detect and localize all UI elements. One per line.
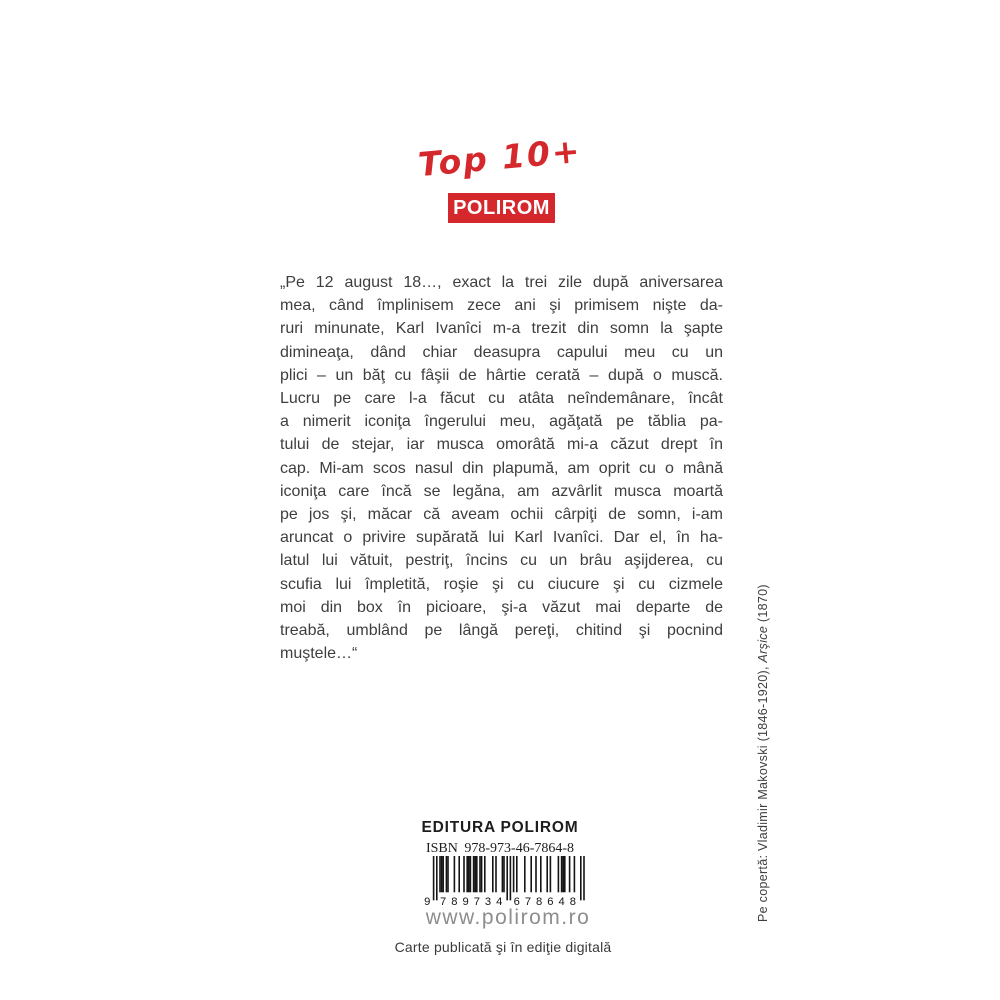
- polirom-logo: [448, 193, 555, 223]
- cover-credit-prefix: Pe copertă: Vladimir Makovski (1846-1920),: [756, 662, 770, 922]
- svg-text:9: 9: [424, 896, 431, 906]
- excerpt-line: Lucru pe care l-a făcut cu atâta neîndemânare, încât: [280, 390, 723, 408]
- top10-logo-text: Top 10+: [416, 130, 584, 185]
- cover-credit-suffix: (1870): [756, 584, 770, 626]
- isbn-label: ISBN 978-973-46-7864-8: [425, 841, 575, 856]
- excerpt-line: ruri minunate, Karl Ivanîci m-a trezit din somn la şapte: [280, 320, 723, 338]
- excerpt-line: muştele…“: [280, 645, 358, 663]
- excerpt-line: tului de stejar, iar musca omorâtă mi-a căzut drept în: [280, 436, 723, 454]
- publisher-name: EDITURA POLIROM: [421, 819, 579, 836]
- polirom-logo-text: POLIROM: [453, 196, 550, 219]
- excerpt-line: latul lui vătuit, pestriţ, încins cu un brâu aşijderea, cu: [280, 552, 723, 570]
- excerpt-line: „Pe 12 august 18…, exact la trei zile după aniversarea: [280, 274, 723, 291]
- excerpt-line: plici – un băţ cu fâşii de hârtie cerată – după o muscă.: [280, 366, 723, 384]
- ean13-barcode: [420, 856, 588, 906]
- excerpt-line: a nimerit iconiţa îngerului meu, agăţată pe tăblia pa-: [280, 413, 723, 431]
- website-url: www.polirom.ro: [425, 906, 591, 929]
- excerpt-line: pe jos şi, măcar că aveam ochii cârpiţi de somn, i-am: [280, 506, 723, 524]
- top10-collection-logo: [0, 130, 1000, 185]
- excerpt-line: treabă, umblând pe lângă pereţi, chitind şi pocnind: [280, 622, 723, 640]
- excerpt-line: iconiţa care încă se legăna, am azvârlit musca moartă: [280, 482, 723, 500]
- book-excerpt: [280, 271, 723, 665]
- svg-text:789734: 789734: [440, 896, 503, 906]
- excerpt-line: mea, când împlinisem zece ani şi primisem nişte da-: [280, 297, 723, 315]
- cover-credit: [756, 584, 770, 922]
- digital-edition-note: Carte publicată şi în ediţie digitală: [394, 939, 612, 955]
- svg-text:678648: 678648: [513, 896, 576, 906]
- excerpt-line: aruncat o privire supărată lui Karl Ivanîci. Dar el, în ha-: [280, 529, 723, 547]
- excerpt-line: scufia lui împletită, roşie şi cu ciucure şi cu cizmele: [280, 575, 723, 593]
- cover-credit-artwork-title: Arşice: [756, 625, 770, 663]
- excerpt-line: moi din box în picioare, şi-a văzut mai departe de: [280, 598, 723, 616]
- excerpt-line: dimineaţa, dând chiar deasupra capului meu cu un: [280, 343, 723, 361]
- excerpt-line: cap. Mi-am scos nasul din plapumă, am oprit cu o mână: [280, 459, 723, 477]
